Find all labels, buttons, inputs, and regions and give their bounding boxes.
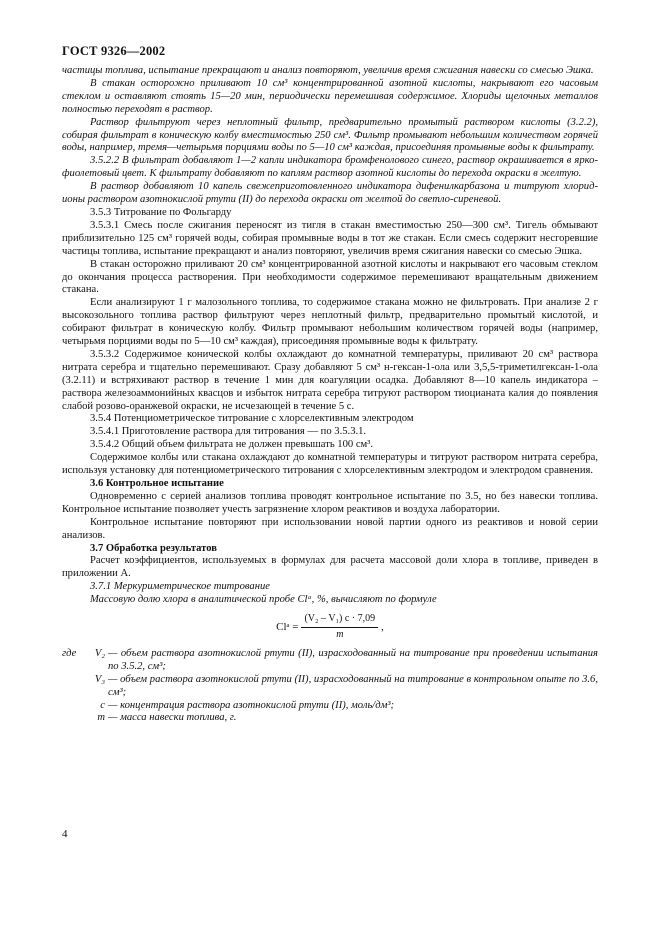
where-label: где	[62, 647, 77, 659]
paragraph: Если анализируют 1 г малозольного топлива, то содержимое стакана можно не фильтровать. При анализе 2 г высокозольного топлива раствор фильтруют через неплотный фильтр, предварительно промытый кислотой, и собирают фильтрат в коническую колбу. Фильтр промывают небольшим количеством горячей воды (например, четырьмя порциями воды по 5—10 см³ каждая), присоединяя промывные воды к фильтрату.	[62, 297, 598, 348]
paragraph: В стакан осторожно приливают 20 см³ концентрированной азотной кислоты и накрывают его часовым стеклом до окончания процесса растворения. При необходимости содержимое перемешивают вращательным движением стакана.	[62, 258, 598, 296]
definition-text: — объем раствора азотнокислой ртути (II), израсходованный на титрование при проведении испытания по 3.5.2, см³;	[108, 647, 598, 672]
definition-var: c	[100, 699, 105, 711]
section-heading: 3.6 Контрольное испытание	[90, 478, 224, 489]
formula-tail: ,	[381, 621, 384, 634]
paragraph: Одновременно с серией анализов топлива проводят контрольное испытание по 3.5, но без навески топлива. Контрольное испытание позволяет учесть загрязнение хлором реактивов и воздуха лаборатории.	[62, 490, 598, 515]
paragraph: В стакан осторожно приливают 10 см³ концентрированной азотной кислоты, накрывают его часовым стеклом и оставляют стоять 15—20 мин, периодически перемешивая содержимое. Хлориды щелочных металлов полностью переходят в раствор.	[62, 77, 598, 115]
formula-denominator: m	[336, 628, 344, 640]
paragraph: 3.5.4.1 Приготовление раствора для титрования — по 3.5.3.1.	[90, 426, 367, 438]
document-header: ГОСТ 9326—2002	[62, 44, 166, 58]
paragraph: частицы топлива, испытание прекращают и анализ повторяют, увеличив время сжигания навески со смесью Эшка.	[62, 65, 594, 76]
page-number: 4	[62, 828, 68, 840]
paragraph: В раствор добавляют 10 капель свежеприготовленного индикатора дифенилкарбазона и титруют хлорид-ионы раствором азотнокислой ртути (II) до перехода окраски от желтой до светло-сиреневой.	[62, 181, 598, 206]
paragraph: 3.5.2.2 В фильтрат добавляют 1—2 капли индикатора бромфенолового синего, раствор окрашивается в ярко-фиолетовый цвет. К фильтрату добавляют по каплям раствор азотной кислоты до перехода окраски в желтую.	[62, 155, 598, 180]
paragraph: Контрольное испытание повторяют при использовании новой партии одного из реактивов и новой серии анализов.	[62, 516, 598, 541]
formula-lhs: Clᵃ =	[276, 621, 299, 634]
section-heading: 3.7 Обработка результатов	[90, 542, 217, 554]
paragraph: Массовую долю хлора в аналитической пробе Clᵃ, %, вычисляют по формуле	[90, 594, 437, 606]
definitions-list	[62, 648, 598, 725]
document-body	[62, 65, 598, 725]
formula	[62, 613, 598, 642]
paragraph: Расчет коэффициентов, используемых в формулах для расчета массовой доли хлора в топливе, приведен в приложении А.	[62, 555, 598, 580]
formula-numerator: (V₂ – V₁) c · 7,09	[301, 613, 378, 628]
definition-text: — объем раствора азотнокислой ртути (II), израсходованный на титрование в контрольном опыте по 3.6, см³;	[108, 673, 598, 698]
formula-fraction	[301, 613, 378, 642]
paragraph: 3.5.3.1 Смесь после сжигания переносят из тигля в стакан вместимостью 250—300 см³. Тигель обмывают приблизительно 125 см³ горячей воды, собирая промывные воды в тот же стакан. Если смесь содержит несгоревшие частицы топлива, испытание прекращают и анализ повторяют, увеличив время сжигания навески со смесью Эшка.	[62, 219, 598, 257]
definition-var: m	[97, 712, 105, 724]
section-heading: 3.7.1 Меркуриметрическое титрование	[90, 581, 270, 593]
paragraph: Раствор фильтруют через неплотный фильтр, предварительно промытый раствором кислоты (3.2.2), собирая фильтрат в коническую колбу вместимостью 250 см³. Фильтр промывают небольшим количеством горячей воды, например, тремя—четырьмя порциями воды по 5—10 см³ каждая, присоединяя промывные воды к фильтрату.	[62, 116, 598, 154]
paragraph: 3.5.4.2 Общий объем фильтрата не должен превышать 100 см³.	[90, 439, 374, 451]
definition-text: — концентрация раствора азотнокислой ртути (II), моль/дм³;	[108, 699, 395, 711]
definition-text: — масса навески топлива, г.	[108, 712, 237, 724]
section-heading: 3.5.3 Титрование по Фольгарду	[90, 206, 232, 218]
paragraph: Содержимое колбы или стакана охлаждают до комнатной температуры и титруют раствором нитрата серебра, используя установку для потенциометрического титрования с хлорселективным электродом и электродом сравнения.	[62, 452, 598, 477]
paragraph: 3.5.3.2 Содержимое конической колбы охлаждают до комнатной температуры, приливают 20 см³ раствора нитрата серебра и тщательно перемешивают. Сразу добавляют 5 см³ н-гексан-1-ола или 3,5,5-триметилгексан-1-ола (3.2.11) и встряхивают раствор в течение 1 мин для коагуляции осадка. Добавляют 8—10 капель индикатора – раствора железоаммонийных квасцов и избыток нитрата серебра титруют раствором тиоцианата калия до появления слабой розово-оранжевой окраски, не исчезающей в течение 5 с.	[62, 348, 598, 412]
definition-var: V₂	[94, 647, 105, 659]
definition-var: V₃	[94, 673, 105, 685]
section-heading: 3.5.4 Потенциометрическое титрование с хлорселективным электродом	[90, 413, 414, 425]
